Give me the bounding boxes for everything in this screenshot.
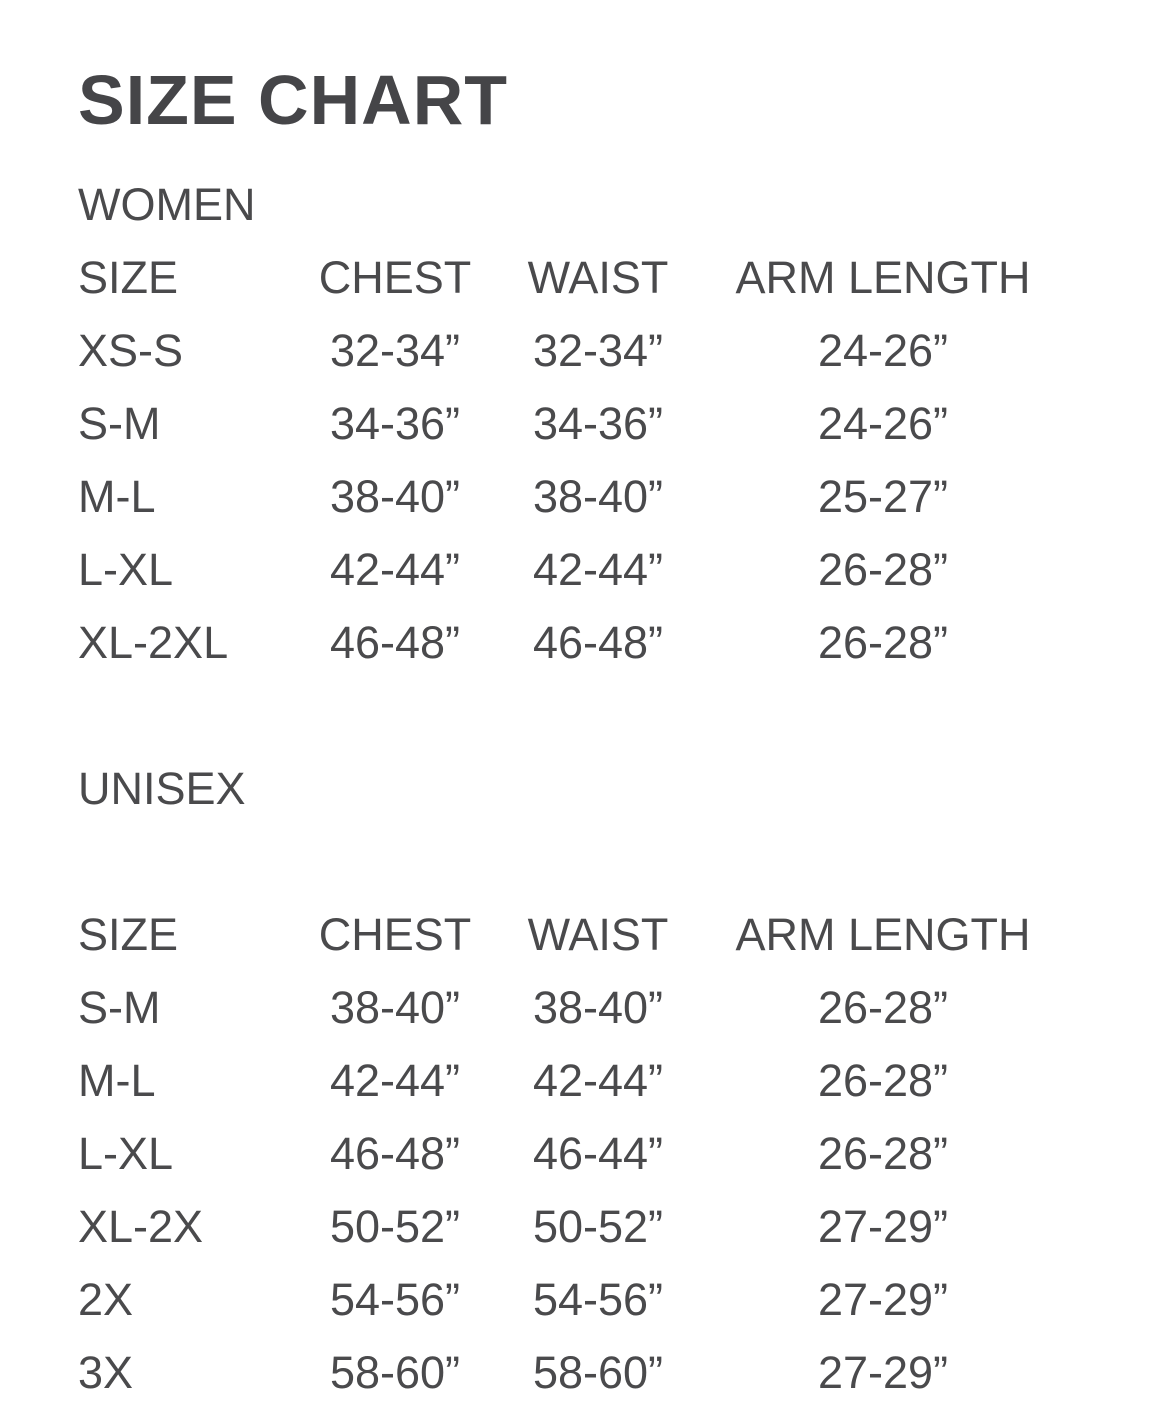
arm-length-cell: 27-29” [817,1346,949,1398]
table-row [78,1044,1159,1117]
chest-cell: 42-44” [329,543,461,595]
size-cell: L-XL [78,1127,174,1179]
table-row [78,460,1159,533]
arm-length-cell: 26-28” [817,616,949,668]
size-cell: 2X [78,1273,134,1325]
arm-length-cell: 27-29” [817,1273,949,1325]
header-cell-chest: CHEST [318,251,472,303]
table-row [78,387,1159,460]
table-row [78,533,1159,606]
size-cell: M-L [78,1054,156,1106]
size-cell: L-XL [78,543,174,595]
chest-cell: 58-60” [329,1346,461,1398]
waist-cell: 46-44” [532,1127,664,1179]
table-row [78,314,1159,387]
women-header-row [78,241,1159,314]
waist-cell: 42-44” [532,1054,664,1106]
chest-cell: 32-34” [329,324,461,376]
waist-cell: 42-44” [532,543,664,595]
arm-length-cell: 26-28” [817,1127,949,1179]
header-cell-arm-length: ARM LENGTH [735,251,1031,303]
waist-cell: 38-40” [532,981,664,1033]
waist-cell: 58-60” [532,1346,664,1398]
arm-length-cell: 24-26” [817,397,949,449]
table-row [78,1117,1159,1190]
size-cell: XS-S [78,324,184,376]
size-cell: XL-2X [78,1200,204,1252]
chest-cell: 46-48” [329,616,461,668]
chest-cell: 54-56” [329,1273,461,1325]
waist-cell: 54-56” [532,1273,664,1325]
chest-cell: 42-44” [329,1054,461,1106]
chest-cell: 38-40” [329,981,461,1033]
arm-length-cell: 25-27” [817,470,949,522]
header-cell-waist: WAIST [527,908,669,960]
table-row [78,1263,1159,1336]
header-cell-waist: WAIST [527,251,669,303]
arm-length-cell: 27-29” [817,1200,949,1252]
table-row [78,1336,1159,1409]
chest-cell: 50-52” [329,1200,461,1252]
section-label-unisex: UNISEX [78,762,246,814]
size-cell: S-M [78,397,161,449]
unisex-header-row [78,898,1159,971]
chest-cell: 38-40” [329,470,461,522]
size-cell: S-M [78,981,161,1033]
waist-cell: 46-48” [532,616,664,668]
chest-cell: 34-36” [329,397,461,449]
women-size-table [78,241,1159,679]
chest-cell: 46-48” [329,1127,461,1179]
table-row [78,1190,1159,1263]
arm-length-cell: 26-28” [817,981,949,1033]
header-cell-size: SIZE [78,908,179,960]
header-cell-size: SIZE [78,251,179,303]
size-cell: 3X [78,1346,134,1398]
table-row [78,971,1159,1044]
arm-length-cell: 26-28” [817,543,949,595]
arm-length-cell: 26-28” [817,1054,949,1106]
size-cell: M-L [78,470,156,522]
header-cell-arm-length: ARM LENGTH [735,908,1031,960]
header-cell-chest: CHEST [318,908,472,960]
section-label-women: WOMEN [78,178,256,230]
arm-length-cell: 24-26” [817,324,949,376]
waist-cell: 50-52” [532,1200,664,1252]
table-row [78,606,1159,679]
size-cell: XL-2XL [78,616,229,668]
waist-cell: 32-34” [532,324,664,376]
waist-cell: 38-40” [532,470,664,522]
waist-cell: 34-36” [532,397,664,449]
page-title: SIZE CHART [78,61,508,139]
unisex-size-table [78,898,1159,1409]
